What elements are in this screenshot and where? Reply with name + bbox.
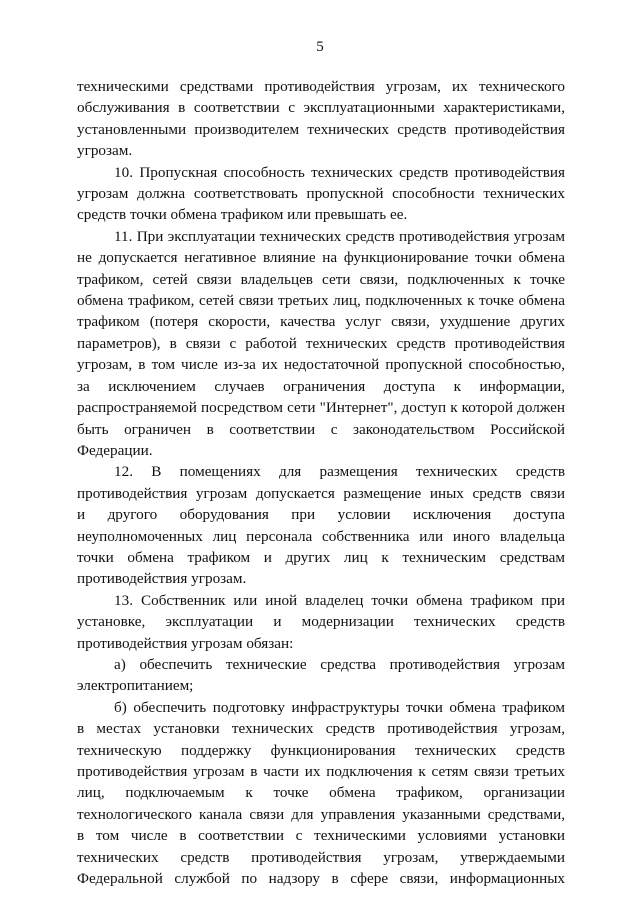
text-line: в том числе в соответствии с техническими условиями установки: [77, 827, 565, 845]
text-line: угрозам.: [77, 142, 133, 160]
text-line: неуполномоченных лиц персонала собственника или иного владельца: [77, 527, 565, 545]
text-line: техническую поддержку функционирования технических средств: [77, 741, 565, 759]
text-line: трафиком (потеря скорости, качества услуг связи, ухудшение других: [77, 313, 565, 331]
text-line: трафиком, сетей связи владельцев сети связи, подключенных к точке: [77, 270, 565, 288]
text-line: техническими средствами противодействия угрозам, их технического: [77, 78, 565, 95]
text-line: лиц, подключаемым к точке обмена трафиком, организации: [77, 784, 565, 802]
text-line: противодействия угрозам обязан:: [77, 634, 294, 652]
text-line: 13. Собственник или иной владелец точки обмена трафиком при: [114, 591, 565, 609]
text-line: 12. В помещениях для размещения технических средств: [114, 463, 565, 481]
text-line: Федерации.: [77, 441, 153, 459]
text-line: б) обеспечить подготовку инфраструктуры точки обмена трафиком: [114, 698, 565, 716]
text-line: обслуживания в соответствии с эксплуатационными характеристиками,: [77, 99, 565, 117]
document-body: [77, 76, 565, 889]
text-line: средств точки обмена трафиком или превышать ее.: [77, 206, 408, 224]
text-line: электропитанием;: [77, 677, 194, 695]
text-line: быть ограничен в соответствии с законодательством Российской: [77, 420, 565, 438]
text-line: 10. Пропускная способность технических средств противодействия: [114, 163, 565, 181]
text-line: и другого оборудования при условии исключения доступа: [77, 506, 565, 524]
text-line: не допускается негативное влияние на функционирование точки обмена: [77, 249, 565, 267]
page-number: 5: [316, 39, 324, 55]
text-line: противодействия угрозам в части их подключения к сетям связи третьих: [77, 763, 565, 780]
text-line: в местах установки технических средств противодействия угрозам,: [77, 720, 565, 738]
text-line: Федеральной службой по надзору в сфере связи, информационных: [77, 870, 565, 888]
text-line: угрозам должна соответствовать пропускной способности технических: [77, 185, 565, 203]
text-line: распространяемой посредством сети "Интернет", доступ к которой должен: [77, 399, 565, 417]
text-line: а) обеспечить технические средства противодействия угрозам: [114, 655, 565, 673]
text-line: за исключением случаев ограничения доступа к информации,: [77, 377, 565, 395]
text-line: противодействия угрозам допускается размещение иных средств связи: [77, 484, 565, 502]
text-line: технологического канала связи для управления указанными средствами,: [77, 805, 565, 823]
text-line: установке, эксплуатации и модернизации технических средств: [77, 613, 565, 631]
text-line: точки обмена трафиком и других лиц к техническим средствам: [77, 548, 565, 566]
text-line: 11. При эксплуатации технических средств противодействия угрозам: [114, 227, 565, 245]
text-line: установленными производителем технических средств противодействия: [77, 120, 565, 138]
text-line: угрозам, в том числе из-за их недостаточной пропускной способностью,: [77, 356, 565, 374]
text-line: технических средств противодействия угрозам, утверждаемыми: [77, 848, 565, 866]
text-line: обмена трафиком, сетей связи третьих лиц, подключенных к точке обмена: [77, 292, 565, 310]
text-line: противодействия угрозам.: [77, 570, 247, 588]
text-line: параметров), в связи с работой технических средств противодействия: [77, 334, 565, 352]
